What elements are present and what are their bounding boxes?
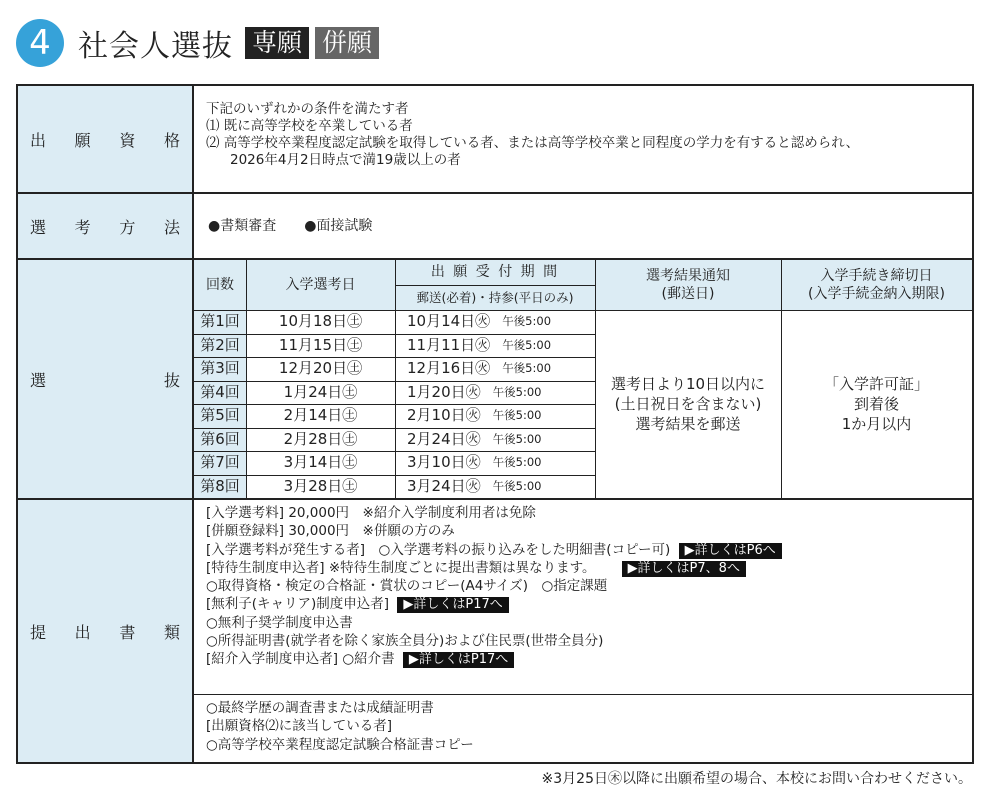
selection-table bbox=[194, 260, 972, 498]
label-char: 書 bbox=[119, 622, 136, 642]
label-char: 類 bbox=[163, 622, 180, 642]
document-line: [出願資格⑵に該当している者] bbox=[206, 718, 393, 735]
exam-date-cell: 3月14日㊏ bbox=[283, 453, 358, 472]
deadline-notice-line: 到着後 bbox=[853, 395, 899, 413]
selection-row bbox=[18, 260, 972, 498]
result-notice bbox=[595, 310, 781, 498]
documents-lower bbox=[206, 699, 474, 754]
detail-link-p6[interactable]: ▶詳しくはP6へ bbox=[679, 543, 782, 559]
method-label bbox=[18, 194, 194, 258]
deadline-date: 10月14日㊋ bbox=[407, 312, 491, 331]
header-deadline-sub: (入学手続金納入期限) bbox=[808, 286, 945, 302]
label-char: 出 bbox=[30, 130, 47, 150]
header-result bbox=[595, 260, 781, 310]
header-round: 回数 bbox=[194, 260, 246, 310]
detail-link-p7-8[interactable]: ▶詳しくはP7、8へ bbox=[622, 561, 746, 577]
round-cell: 第3回 bbox=[200, 359, 240, 378]
document-line-text: [入学選考料が発生する者] ○入学選考料の振り込みをした明細書(コピー可) bbox=[206, 541, 671, 558]
label-char: 格 bbox=[163, 130, 180, 150]
section-header bbox=[16, 18, 379, 68]
badge-senngan: 専願 bbox=[245, 27, 309, 59]
document-line: ○無利子奨学制度申込書 bbox=[206, 614, 353, 631]
grid-line bbox=[781, 260, 782, 498]
eligibility-item: ⑴ 既に高等学校を卒業している者 bbox=[206, 118, 413, 134]
document-line bbox=[206, 595, 972, 613]
grid-line bbox=[395, 285, 595, 286]
exam-date-cell: 3月28日㊏ bbox=[283, 476, 358, 495]
deadline-time: 午後5:00 bbox=[502, 361, 552, 376]
header-result-title: 選考結果通知 bbox=[646, 268, 730, 284]
grid-line bbox=[595, 260, 596, 498]
round-cell: 第4回 bbox=[200, 382, 240, 401]
result-notice-line: 選考日より10日以内に bbox=[610, 375, 766, 393]
label-char: 選 bbox=[30, 217, 47, 237]
document-line: [入学選考料] 20,000円 ※紹介入学制度利用者は免除 bbox=[206, 505, 536, 521]
round-cell: 第7回 bbox=[200, 453, 240, 472]
method-item: ●面接試験 bbox=[304, 217, 373, 234]
deadline-time: 午後5:00 bbox=[492, 478, 542, 493]
grid-line bbox=[194, 404, 595, 405]
grid-line bbox=[395, 260, 396, 498]
label-char: 考 bbox=[74, 217, 91, 237]
deadline-cell bbox=[395, 475, 595, 499]
documents-row bbox=[18, 500, 972, 762]
deadline-cell bbox=[395, 404, 595, 428]
document-line bbox=[206, 650, 972, 668]
exam-date-cell: 2月28日㊏ bbox=[283, 429, 358, 448]
grid-line bbox=[194, 357, 595, 358]
round-cell: 第2回 bbox=[200, 335, 240, 354]
document-line-text: [特待生制度申込者] ※特待生制度ごとに提出書類は異なります。 bbox=[206, 559, 596, 576]
label-char: 提 bbox=[30, 622, 47, 642]
grid-line bbox=[194, 381, 595, 382]
deadline-notice-line: 1か月以内 bbox=[841, 415, 912, 433]
deadline-cell bbox=[395, 310, 595, 334]
deadline-date: 2月24日㊋ bbox=[407, 429, 481, 448]
deadline-cell bbox=[395, 334, 595, 358]
document-line bbox=[206, 559, 972, 577]
method-item: ●書類審査 bbox=[208, 217, 277, 234]
section-number-badge: 4 bbox=[16, 19, 64, 67]
grid-line bbox=[194, 451, 595, 452]
label-char: 法 bbox=[163, 217, 180, 237]
deadline-date: 3月10日㊋ bbox=[407, 453, 481, 472]
eligibility-label bbox=[18, 86, 194, 192]
deadline-time: 午後5:00 bbox=[492, 431, 542, 446]
method-row bbox=[18, 194, 972, 258]
document-line-text: [紹介入学制度申込者] ○紹介書 bbox=[206, 651, 395, 668]
deadline-time: 午後5:00 bbox=[492, 408, 542, 423]
deadline-date: 11月11日㊋ bbox=[407, 335, 491, 354]
deadline-time: 午後5:00 bbox=[492, 455, 542, 470]
document-line: ○取得資格・検定の合格証・賞状のコピー(A4サイズ) ○指定課題 bbox=[206, 578, 608, 595]
document-line: ○高等学校卒業程度認定試験合格証書コピー bbox=[206, 736, 474, 753]
grid-line bbox=[246, 260, 247, 498]
exam-date-cell: 12月20日㊏ bbox=[278, 359, 363, 378]
header-deadline-title: 入学手続き締切日 bbox=[820, 268, 933, 284]
selection-label bbox=[18, 260, 194, 498]
header-deadline bbox=[781, 260, 972, 310]
header-period: 出 願 受 付 期 間 bbox=[395, 260, 595, 285]
deadline-cell bbox=[395, 381, 595, 405]
divider bbox=[194, 694, 972, 695]
info-table bbox=[16, 84, 974, 764]
detail-link-p17[interactable]: ▶詳しくはP17へ bbox=[403, 652, 514, 668]
label-char: 願 bbox=[74, 130, 91, 150]
round-cell: 第1回 bbox=[200, 312, 240, 331]
detail-link-p17[interactable]: ▶詳しくはP17へ bbox=[397, 597, 508, 613]
deadline-time: 午後5:00 bbox=[502, 337, 552, 352]
header-exam-date: 入学選考日 bbox=[246, 260, 395, 310]
deadline-cell bbox=[395, 428, 595, 452]
deadline-notice-line: 「入学許可証」 bbox=[823, 375, 929, 393]
grid-line bbox=[194, 428, 595, 429]
documents-content bbox=[194, 500, 972, 762]
deadline-cell bbox=[395, 357, 595, 381]
result-notice-line: (土日祝日を含まない) bbox=[614, 395, 762, 413]
deadline-date: 3月24日㊋ bbox=[407, 476, 481, 495]
round-cell: 第6回 bbox=[200, 429, 240, 448]
header-period-sub: 郵送(必着)・持参(平日のみ) bbox=[395, 285, 595, 310]
label-char: 抜 bbox=[163, 370, 180, 390]
deadline-time: 午後5:00 bbox=[502, 314, 552, 329]
result-notice-line: 選考結果を郵送 bbox=[635, 415, 741, 433]
deadline-time: 午後5:00 bbox=[492, 384, 542, 399]
deadline-cell bbox=[395, 451, 595, 475]
exam-date-cell: 11月15日㊏ bbox=[278, 335, 363, 354]
deadline-date: 2月10日㊋ bbox=[407, 406, 481, 425]
badge-heigan: 併願 bbox=[315, 27, 379, 59]
round-cell: 第5回 bbox=[200, 406, 240, 425]
eligibility-intro: 下記のいずれかの条件を満たす者 bbox=[206, 101, 409, 117]
round-cell: 第8回 bbox=[200, 476, 240, 495]
exam-date-cell: 2月14日㊏ bbox=[283, 406, 358, 425]
grid-line bbox=[194, 310, 972, 311]
label-char: 方 bbox=[119, 217, 136, 237]
grid-line bbox=[194, 334, 595, 335]
label-char: 出 bbox=[74, 622, 91, 642]
eligibility-item: 2026年4月2日時点で満19歳以上の者 bbox=[230, 152, 461, 168]
deadline-date: 12月16日㊋ bbox=[407, 359, 491, 378]
exam-date-cell: 1月24日㊏ bbox=[283, 382, 358, 401]
eligibility-item: ⑵ 高等学校卒業程度認定試験を取得している者、または高等学校卒業と同程度の学力を有すると認められ、 bbox=[206, 135, 860, 151]
section-title: 社会人選抜 bbox=[78, 29, 233, 64]
eligibility-content bbox=[194, 86, 972, 192]
footnote: ※3月25日㊍以降に出願希望の場合、本校にお問い合わせください。 bbox=[541, 771, 972, 787]
header-result-sub: (郵送日) bbox=[661, 286, 715, 302]
eligibility-row bbox=[18, 86, 972, 192]
documents-label bbox=[18, 500, 194, 762]
document-line-text: [無利子(キャリア)制度申込者] bbox=[206, 596, 390, 613]
method-content bbox=[194, 194, 972, 258]
exam-date-cell: 10月18日㊏ bbox=[278, 312, 363, 331]
document-line: ○所得証明書(就学者を除く家族全員分)および住民票(世帯全員分) bbox=[206, 633, 604, 650]
document-line bbox=[206, 541, 972, 559]
label-char: 選 bbox=[30, 370, 47, 390]
label-char: 資 bbox=[119, 130, 136, 150]
document-line: [併願登録料] 30,000円 ※併願の方のみ bbox=[206, 523, 455, 540]
deadline-notice bbox=[781, 310, 972, 498]
document-line: ○最終学歴の調査書または成績証明書 bbox=[206, 700, 434, 716]
deadline-date: 1月20日㊋ bbox=[407, 382, 481, 401]
grid-line bbox=[194, 475, 595, 476]
